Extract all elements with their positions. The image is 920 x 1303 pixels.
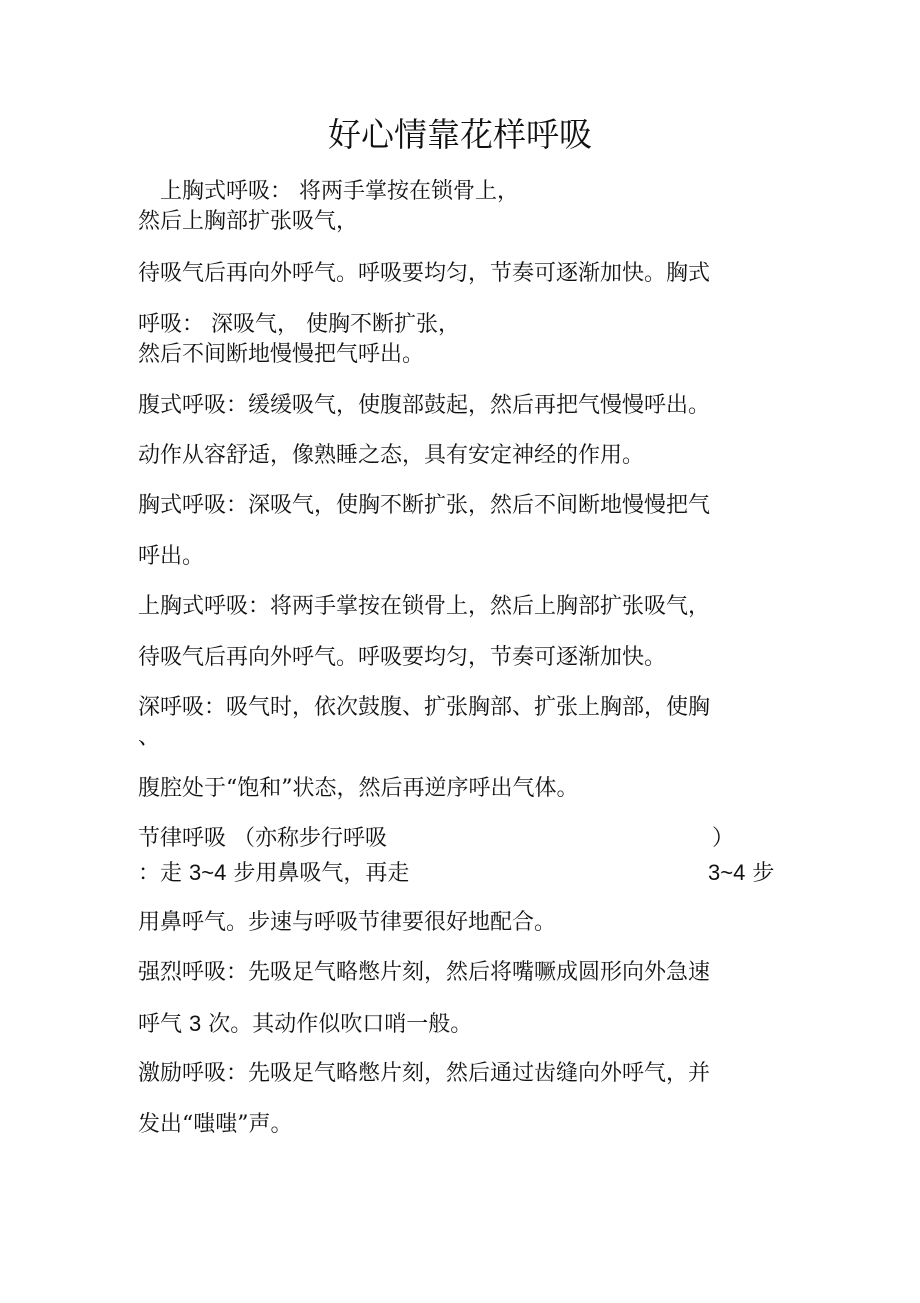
number-fragment: 3 <box>189 1011 202 1036</box>
closing-paren: ） <box>712 826 735 851</box>
paragraph-line: 上胸式呼吸：将两手掌按在锁骨上，然后上胸部扩张吸气， <box>138 594 711 619</box>
paragraph-line: 节律呼吸 （亦称步行呼吸 <box>138 826 387 851</box>
line-fragment: ：走 <box>138 861 183 886</box>
line-fragment: 呼气 <box>138 1012 183 1037</box>
paragraph-line: 用鼻呼气。步速与呼吸节律要很好地配合。 <box>138 910 557 935</box>
line-fragment: 步用鼻吸气，再走 <box>233 861 410 886</box>
paragraph-line: 发出“嗤嗤”声。 <box>138 1112 293 1137</box>
line-fragment: 步 <box>752 861 775 886</box>
paragraph-line: 然后不间断地慢慢把气呼出。 <box>138 342 425 367</box>
paragraph-line: 、 <box>138 725 161 750</box>
paragraph-line: 上胸式呼吸： 将两手掌按在锁骨上， <box>160 179 519 204</box>
paragraph-line: 激励呼吸：先吸足气略憋片刻，然后通过齿缝向外呼气，并 <box>138 1061 711 1086</box>
number-fragment: 3~4 <box>189 860 227 885</box>
paragraph-line: 待吸气后再向外呼气。呼吸要均匀，节奏可逐渐加快。胸式 <box>138 261 711 286</box>
line-fragment: 次。其动作似吹口哨一般。 <box>208 1012 473 1037</box>
paragraph-line <box>138 858 409 889</box>
right-aligned-fragment <box>708 858 774 889</box>
number-fragment: 3~4 <box>708 860 746 885</box>
paragraph-line: 强烈呼吸：先吸足气略憋片刻，然后将嘴噘成圆形向外急速 <box>138 960 711 985</box>
paragraph-line: 腹腔处于“饱和”状态，然后再逆序呼出气体。 <box>138 776 579 801</box>
document-title: 好心情靠花样呼吸 <box>328 115 592 154</box>
paragraph-line: 然后上胸部扩张吸气， <box>138 209 359 234</box>
paragraph-line: 呼出。 <box>138 544 205 569</box>
paragraph-line: 待吸气后再向外呼气。呼吸要均匀，节奏可逐渐加快。 <box>138 645 667 670</box>
paragraph-line: 动作从容舒适，像熟睡之态，具有安定神经的作用。 <box>138 443 645 468</box>
paragraph-line: 呼吸： 深吸气， 使胸不断扩张， <box>138 312 460 337</box>
paragraph-line: 腹式呼吸：缓缓吸气，使腹部鼓起，然后再把气慢慢呼出。 <box>138 393 711 418</box>
paragraph-line <box>138 1009 472 1040</box>
paragraph-line: 胸式呼吸：深吸气，使胸不断扩张，然后不间断地慢慢把气 <box>138 493 711 518</box>
paragraph-line: 深呼吸：吸气时，依次鼓腹、扩张胸部、扩张上胸部，使胸 <box>138 695 711 720</box>
